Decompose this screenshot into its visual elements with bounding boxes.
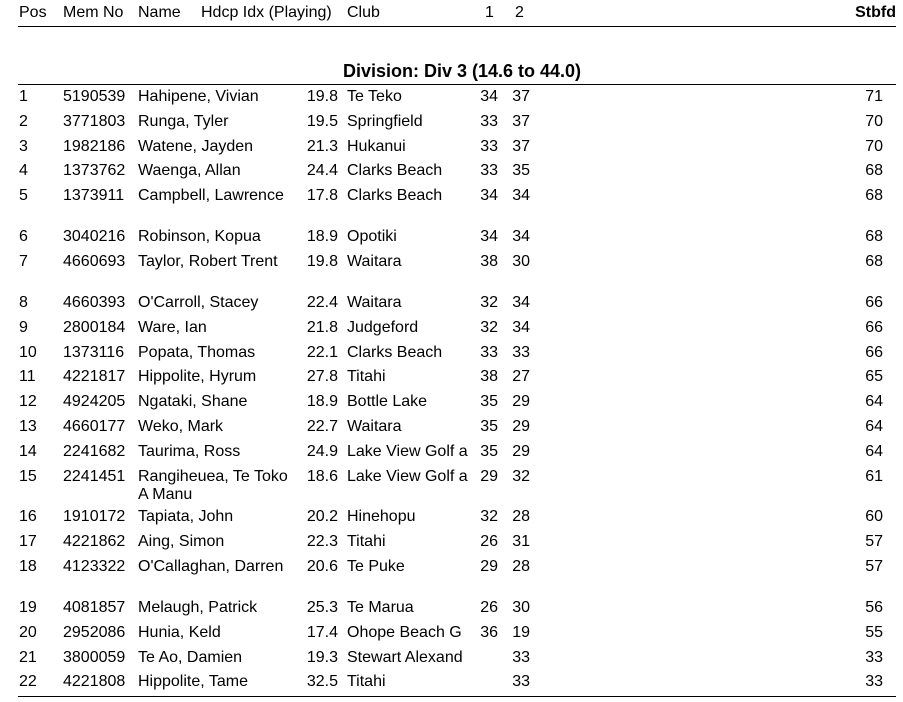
hdcp-column-header: Hdcp Idx (Playing) (201, 4, 332, 21)
cell-name: Rangiheuea, Te Toko A Manu (138, 468, 288, 503)
cell-round2: 27 (512, 368, 530, 385)
cell-round2: 34 (512, 294, 530, 311)
cell-name: Campbell, Lawrence (138, 187, 284, 204)
cell-hdcp: 17.8 (306, 187, 338, 204)
cell-mem-no: 1373911 (63, 187, 125, 204)
cell-round1: 35 (480, 418, 498, 435)
cell-pos: 21 (19, 649, 37, 666)
cell-stbfd: 64 (865, 393, 883, 410)
cell-stbfd: 64 (865, 418, 883, 435)
cell-hdcp: 32.5 (306, 673, 338, 690)
cell-round2: 32 (512, 468, 530, 485)
cell-pos: 22 (19, 673, 37, 690)
cell-club: Stewart Alexand (347, 649, 463, 666)
cell-pos: 1 (19, 88, 28, 105)
cell-name: Tapiata, John (138, 508, 234, 525)
cell-pos: 13 (19, 418, 37, 435)
cell-hdcp: 25.3 (306, 599, 338, 616)
cell-pos: 19 (19, 599, 37, 616)
cell-club: Te Marua (347, 599, 414, 616)
cell-club: Clarks Beach (347, 187, 443, 204)
cell-mem-no: 3800059 (63, 649, 126, 666)
cell-stbfd: 57 (865, 533, 883, 550)
cell-mem-no: 4660693 (63, 253, 126, 270)
cell-mem-no: 3771803 (63, 113, 126, 130)
cell-name: Popata, Thomas (138, 344, 256, 361)
cell-stbfd: 66 (865, 294, 883, 311)
cell-pos: 16 (19, 508, 37, 525)
cell-round1: 29 (480, 468, 498, 485)
cell-stbfd: 33 (865, 673, 883, 690)
cell-name: Waenga, Allan (138, 162, 241, 179)
cell-round2: 33 (512, 344, 530, 361)
cell-hdcp: 20.6 (306, 558, 338, 575)
cell-round1: 33 (480, 344, 498, 361)
cell-round1: 34 (480, 187, 498, 204)
cell-pos: 5 (19, 187, 28, 204)
cell-pos: 11 (19, 368, 36, 385)
cell-club: Waitara (347, 294, 402, 311)
cell-club: Waitara (347, 253, 402, 270)
cell-hdcp: 19.5 (306, 113, 338, 130)
cell-stbfd: 55 (865, 624, 883, 641)
cell-name: Ngataki, Shane (138, 393, 248, 410)
cell-round1: 32 (480, 319, 498, 336)
cell-stbfd: 68 (865, 253, 883, 270)
cell-club: Clarks Beach (347, 162, 443, 179)
cell-mem-no: 4660393 (63, 294, 126, 311)
cell-stbfd: 64 (865, 443, 883, 460)
cell-stbfd: 33 (865, 649, 883, 666)
name-column-header: Name (138, 4, 181, 21)
division-title: Division: Div 3 (14.6 to 44.0) (342, 61, 582, 81)
table-bottom-divider (18, 696, 896, 697)
cell-round2: 37 (512, 138, 530, 155)
cell-hdcp: 18.9 (306, 228, 338, 245)
cell-club: Titahi (347, 673, 386, 690)
cell-stbfd: 70 (865, 138, 883, 155)
cell-stbfd: 65 (865, 368, 883, 385)
cell-name: Taurima, Ross (138, 443, 241, 460)
cell-round2: 31 (512, 533, 530, 550)
cell-round2: 30 (512, 253, 530, 270)
cell-pos: 15 (19, 468, 37, 485)
cell-pos: 12 (19, 393, 37, 410)
cell-hdcp: 22.3 (306, 533, 338, 550)
cell-round1: 32 (480, 294, 498, 311)
cell-mem-no: 2241451 (63, 468, 126, 485)
cell-mem-no: 1373762 (63, 162, 126, 179)
cell-name: Robinson, Kopua (138, 228, 261, 245)
cell-hdcp: 21.3 (306, 138, 338, 155)
cell-mem-no: 1982186 (63, 138, 126, 155)
cell-stbfd: 68 (865, 162, 883, 179)
cell-stbfd: 66 (865, 344, 883, 361)
cell-round1: 35 (480, 393, 498, 410)
cell-mem-no: 3040216 (63, 228, 126, 245)
cell-stbfd: 68 (865, 228, 883, 245)
cell-hdcp: 19.8 (306, 88, 338, 105)
cell-club: Te Teko (347, 88, 402, 105)
cell-name: O'Carroll, Stacey (138, 294, 259, 311)
cell-pos: 18 (19, 558, 37, 575)
cell-club: Hukanui (347, 138, 406, 155)
cell-name: Te Ao, Damien (138, 649, 243, 666)
round1-column-header: 1 (485, 4, 494, 21)
cell-mem-no: 4221862 (63, 533, 126, 550)
cell-name: Taylor, Robert Trent (138, 253, 278, 270)
cell-name: Hahipene, Vivian (138, 88, 259, 105)
cell-round2: 29 (512, 443, 530, 460)
cell-round2: 35 (512, 162, 530, 179)
cell-club: Te Puke (347, 558, 405, 575)
cell-pos: 8 (19, 294, 28, 311)
cell-pos: 6 (19, 228, 28, 245)
round2-column-header: 2 (515, 4, 524, 21)
cell-hdcp: 19.3 (306, 649, 338, 666)
cell-name: Hippolite, Hyrum (138, 368, 257, 385)
cell-stbfd: 70 (865, 113, 883, 130)
club-column-header: Club (347, 4, 380, 21)
cell-club: Lake View Golf a (347, 468, 468, 485)
cell-round2: 30 (512, 599, 530, 616)
cell-round1: 33 (480, 138, 498, 155)
cell-club: Judgeford (347, 319, 419, 336)
cell-hdcp: 17.4 (306, 624, 338, 641)
cell-round2: 33 (512, 649, 530, 666)
cell-round2: 29 (512, 418, 530, 435)
cell-name: Hippolite, Tame (138, 673, 248, 690)
cell-club: Springfield (347, 113, 423, 130)
cell-round1: 33 (480, 162, 498, 179)
cell-hdcp: 18.6 (306, 468, 338, 485)
cell-round1: 38 (480, 253, 498, 270)
cell-hdcp: 22.1 (306, 344, 338, 361)
cell-stbfd: 56 (865, 599, 883, 616)
cell-mem-no: 5190539 (63, 88, 126, 105)
cell-club: Titahi (347, 368, 386, 385)
cell-round2: 33 (512, 673, 530, 690)
cell-mem-no: 2241682 (63, 443, 126, 460)
cell-stbfd: 71 (865, 88, 883, 105)
cell-round2: 28 (512, 508, 530, 525)
cell-hdcp: 21.8 (306, 319, 338, 336)
cell-mem-no: 4123322 (63, 558, 126, 575)
cell-name: O'Callaghan, Darren (138, 558, 284, 575)
cell-club: Waitara (347, 418, 402, 435)
cell-pos: 10 (19, 344, 37, 361)
cell-mem-no: 4221808 (63, 673, 126, 690)
cell-round2: 19 (512, 624, 530, 641)
cell-club: Bottle Lake (347, 393, 428, 410)
cell-mem-no: 4081857 (63, 599, 126, 616)
cell-round1: 34 (480, 88, 498, 105)
cell-mem-no: 2800184 (63, 319, 126, 336)
cell-mem-no: 1910172 (63, 508, 126, 525)
cell-hdcp: 24.4 (306, 162, 338, 179)
cell-stbfd: 61 (865, 468, 883, 485)
cell-hdcp: 22.4 (306, 294, 338, 311)
cell-name: Weko, Mark (138, 418, 224, 435)
cell-name: Watene, Jayden (138, 138, 254, 155)
cell-pos: 3 (19, 138, 28, 155)
cell-name: Aing, Simon (138, 533, 225, 550)
cell-round1: 34 (480, 228, 498, 245)
cell-round2: 34 (512, 228, 530, 245)
cell-pos: 17 (19, 533, 37, 550)
cell-name: Hunia, Keld (138, 624, 221, 641)
cell-mem-no: 1373116 (63, 344, 125, 361)
cell-pos: 20 (19, 624, 37, 641)
cell-round1: 26 (480, 599, 498, 616)
stbfd-column-header: Stbfd (855, 4, 896, 21)
cell-mem-no: 2952086 (63, 624, 126, 641)
cell-club: Clarks Beach (347, 344, 443, 361)
cell-pos: 9 (19, 319, 28, 336)
cell-round1: 26 (480, 533, 498, 550)
cell-pos: 14 (19, 443, 37, 460)
cell-mem-no: 4924205 (63, 393, 126, 410)
cell-name: Ware, Ian (138, 319, 207, 336)
cell-name: Runga, Tyler (138, 113, 229, 130)
mem-no-column-header: Mem No (63, 4, 124, 21)
cell-round2: 28 (512, 558, 530, 575)
cell-round2: 37 (512, 88, 530, 105)
cell-round2: 37 (512, 113, 530, 130)
cell-round2: 34 (512, 187, 530, 204)
cell-mem-no: 4221817 (63, 368, 126, 385)
cell-club: Lake View Golf a (347, 443, 468, 460)
cell-pos: 2 (19, 113, 28, 130)
cell-hdcp: 22.7 (306, 418, 338, 435)
cell-round1: 33 (480, 113, 498, 130)
cell-club: Hinehopu (347, 508, 416, 525)
cell-round1: 38 (480, 368, 498, 385)
cell-round1: 35 (480, 443, 498, 460)
cell-stbfd: 60 (865, 508, 883, 525)
cell-stbfd: 66 (865, 319, 883, 336)
cell-pos: 4 (19, 162, 28, 179)
cell-round2: 29 (512, 393, 530, 410)
cell-stbfd: 68 (865, 187, 883, 204)
cell-hdcp: 27.8 (306, 368, 338, 385)
cell-name: Melaugh, Patrick (138, 599, 258, 616)
cell-round1: 29 (480, 558, 498, 575)
cell-mem-no: 4660177 (63, 418, 126, 435)
cell-round1: 32 (480, 508, 498, 525)
cell-club: Opotiki (347, 228, 397, 245)
cell-pos: 7 (19, 253, 28, 270)
cell-hdcp: 18.9 (306, 393, 338, 410)
cell-hdcp: 24.9 (306, 443, 338, 460)
cell-hdcp: 20.2 (306, 508, 338, 525)
cell-hdcp: 19.8 (306, 253, 338, 270)
cell-round2: 34 (512, 319, 530, 336)
cell-stbfd: 57 (865, 558, 883, 575)
pos-column-header: Pos (19, 4, 47, 21)
cell-club: Ohope Beach G (347, 624, 462, 641)
cell-round1: 36 (480, 624, 498, 641)
cell-club: Titahi (347, 533, 386, 550)
